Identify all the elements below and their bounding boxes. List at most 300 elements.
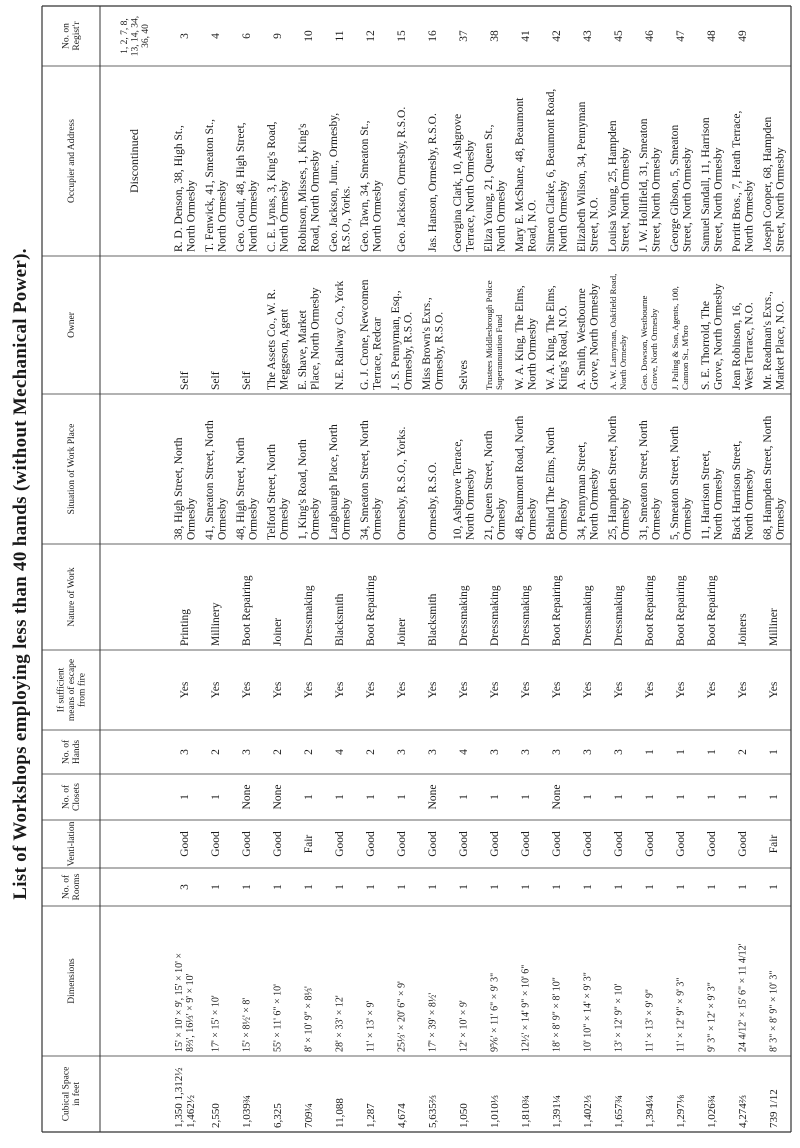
row-15-owner (608, 274, 628, 390)
row-17-cubic (675, 1094, 687, 1128)
row-20-sit-line: 68, Hampden Street, North (761, 415, 774, 540)
row-1-owner (179, 371, 191, 390)
row-20-sit-line: Ormesby (774, 497, 787, 540)
row-11-owner-line: Superannuation Fund (493, 314, 504, 390)
row-15-owner-line: North Ormesby (617, 335, 628, 390)
row-10-nature-line: Dressmaking (458, 585, 471, 646)
row-3-owner-line: Self (241, 371, 254, 390)
row-11-owner (484, 280, 504, 390)
row-17-rooms (675, 884, 687, 890)
row-19-no (737, 30, 749, 42)
row-20-owner-line: Mr. Readman's Exrs., (761, 291, 774, 390)
row-9-hands-line: 3 (427, 749, 440, 755)
row-15-cubic-line: 1,657¾ (612, 1095, 625, 1128)
row-19-owner (731, 302, 756, 390)
row-13-hands-line: 3 (551, 749, 564, 755)
row-9-closets-line: None (427, 784, 440, 810)
row-2-sit-line: 41, Smeaton Street, North (203, 420, 216, 540)
row-19-occ (731, 110, 756, 252)
row-12-escape-line: Yes (520, 681, 533, 699)
row-19-sit-line: North Ormesby (743, 468, 756, 540)
header-escape (55, 659, 87, 721)
row-19-owner-line: Jean Robinson, 16, (730, 302, 743, 390)
header-owner (67, 311, 77, 338)
row-16-cubic (644, 1095, 656, 1128)
row-20-closets (768, 794, 780, 800)
row-12-cubic-line: 1,810¾ (519, 1095, 532, 1128)
row-5-closets-line: 1 (303, 794, 316, 800)
row-14-cubic (582, 1095, 594, 1128)
row-14-rooms (582, 884, 594, 890)
row-1-sit-line: 38, High Street, North (172, 437, 185, 540)
row-15-sit (607, 416, 632, 540)
row-20-sit (762, 416, 787, 540)
row-13-no-line: 42 (551, 30, 564, 42)
row-15-no (613, 30, 625, 42)
row-19-nature-line: Joiners (737, 613, 750, 646)
row-17-hands-line: 1 (675, 749, 688, 755)
row-20-closets-line: 1 (768, 794, 781, 800)
row-19-rooms (737, 884, 749, 890)
row-14-occ-line: Street, N.O. (588, 197, 601, 252)
row-13-owner-line: W. A. King, The Elms, (544, 285, 557, 390)
row-6-closets (334, 794, 346, 800)
row-7-sit (359, 420, 384, 540)
row-6-occ (328, 113, 353, 252)
row-18-escape (706, 681, 718, 698)
row-7-occ-line: Geo. Tawn, 34, Smeaton St., (358, 120, 371, 252)
row-18-no (706, 30, 718, 42)
row-11-vent (489, 831, 501, 857)
row-2-nature (210, 602, 222, 646)
row-3-dims-line: 15' × 8½' × 8' (241, 997, 253, 1052)
row-19-vent-line: Good (737, 831, 750, 857)
header-cubic (62, 1067, 82, 1122)
row-16-owner-line: Geo. Dowson, Westbourne (639, 295, 650, 390)
table-svg (40, 0, 800, 1148)
row-16-hands-line: 1 (644, 749, 657, 755)
row-2-cubic (210, 1103, 222, 1128)
row-9-rooms-line: 1 (427, 884, 440, 890)
row-15-sit-line: Ormesby (619, 497, 632, 540)
row-4-rooms-line: 1 (272, 884, 285, 890)
row-5-no (303, 30, 315, 42)
row-13-sit (545, 427, 570, 540)
row-2-occ-line: North Ormesby (216, 180, 229, 252)
row-10-rooms-line: 1 (458, 884, 471, 890)
header-no-line: Regist'r (72, 21, 83, 51)
row-17-closets (675, 794, 687, 800)
row-7-escape (365, 681, 377, 698)
header-rooms (61, 873, 82, 900)
row-20-owner (762, 291, 787, 390)
row-18-escape-line: Yes (706, 681, 719, 699)
row-11-hands-line: 3 (489, 749, 502, 755)
row-4-sit (266, 444, 291, 540)
row-9-dims-line: 17' × 39' × 8½' (427, 992, 439, 1052)
row-7-sit-line: 34, Smeaton Street, North (358, 420, 371, 540)
row-10-no-line: 37 (458, 30, 471, 42)
row-2-vent-line: Good (210, 831, 223, 857)
row-8-vent (396, 831, 408, 857)
row-18-nature-line: Boot Repairing (706, 575, 719, 646)
row-9-owner-line: Miss Brown's Exrs., (420, 297, 433, 390)
row-14-owner-line: A. Smith, Westbourne (575, 288, 588, 390)
header-dims-line: Dimensions (66, 958, 77, 1004)
row-6-vent (334, 831, 346, 857)
row-1-vent-line: Good (179, 831, 192, 857)
row-3-closets-line: None (241, 784, 254, 810)
row-6-owner (334, 280, 346, 390)
row-7-sit-line: Ormesby (371, 497, 384, 540)
row-5-hands (303, 749, 315, 755)
row-13-hands (551, 749, 563, 755)
row-5-nature-line: Dressmaking (303, 585, 316, 646)
row-7-dims-line: 11' × 13' × 9' (365, 1000, 377, 1052)
header-vent-line: Venti-lation (66, 821, 77, 867)
row-13-no (551, 30, 563, 42)
row-18-rooms-line: 1 (706, 884, 719, 890)
row-9-occ (427, 113, 439, 252)
row-5-sit (297, 439, 322, 540)
row-4-rooms (272, 884, 284, 890)
row-11-dims (490, 973, 501, 1052)
row-15-occ-line: Street, North Ormesby (619, 147, 632, 252)
header-closets-line: No. of (61, 784, 72, 810)
row-3-no (241, 33, 253, 39)
row-1-vent (179, 831, 191, 857)
row-5-owner-line: E. Shave, Market (296, 310, 309, 390)
row-1-cubic-line: 1,462½ (184, 1095, 197, 1128)
row-17-nature-line: Boot Repairing (675, 575, 688, 646)
row-16-no-line: 46 (644, 30, 657, 42)
row-5-occ (297, 123, 322, 252)
row-15-no-line: 45 (613, 30, 626, 42)
row-18-nature (706, 575, 718, 646)
row-17-owner-line: Cannon St., M'bro (679, 325, 690, 390)
row-5-closets (303, 794, 315, 800)
row-17-escape-line: Yes (675, 681, 688, 699)
row-2-hands-line: 2 (210, 749, 223, 755)
row-20-dims (769, 971, 780, 1052)
row-4-occ-line: North Ormesby (278, 180, 291, 252)
row-7-owner (359, 279, 384, 390)
row-8-rooms (396, 884, 408, 890)
row-17-dims-line: 11' × 12' 9" × 9' 3" (675, 977, 687, 1052)
row-8-occ (396, 107, 408, 252)
row-15-vent-line: Good (613, 831, 626, 857)
row-20-rooms (768, 884, 780, 890)
row-20-nature (768, 608, 780, 646)
row-12-sit-line: 48, Beaumont Road, North (513, 415, 526, 540)
row-8-closets (396, 794, 408, 800)
row-14-owner-line: Grove, North Ormesby (588, 283, 601, 390)
row-3-nature (241, 575, 253, 646)
row-9-vent-line: Good (427, 831, 440, 857)
row-14-sit-line: 34, Pennyman Street, (575, 441, 588, 540)
row-18-occ-line: Street, North Ormesby (712, 147, 725, 252)
row-4-owner-line: Meggeson, Agent (278, 308, 291, 390)
row-20-nature-line: Milliner (768, 608, 781, 646)
row-16-owner (639, 295, 659, 390)
row-8-escape (396, 681, 408, 698)
row-16-cubic-line: 1,394¼ (643, 1095, 656, 1128)
row-20-vent-line: Fair (768, 834, 781, 854)
row-13-owner-line: King's Road, N.O. (557, 305, 570, 390)
row-3-owner (241, 371, 253, 390)
row-7-owner-line: Terrace, Redcar (371, 317, 384, 390)
row-3-cubic-line: 1,039¾ (240, 1095, 253, 1128)
row-9-rooms (427, 884, 439, 890)
row-3-hands (241, 749, 253, 755)
row-4-no (272, 33, 284, 39)
header-dims (67, 958, 77, 1004)
row-10-vent-line: Good (458, 831, 471, 857)
row-13-owner (545, 285, 570, 390)
row-10-hands (458, 749, 470, 755)
row-2-sit (204, 420, 229, 540)
row-2-owner (210, 371, 222, 390)
row-3-occ-line: North Ormesby (247, 180, 260, 252)
row-12-closets-line: 1 (520, 794, 533, 800)
row-16-closets (644, 794, 656, 800)
row-6-vent-line: Good (334, 831, 347, 857)
row-16-escape (644, 681, 656, 698)
row-17-occ-line: George Gibson, 5, Smeaton (668, 124, 681, 252)
row-11-occ-line: Eliza Young, 21, Queen St., (482, 124, 495, 252)
row-12-sit (514, 416, 539, 540)
row-8-sit (396, 427, 408, 540)
row-2-occ-line: T. Fenwick, 41, Smeaton St., (203, 119, 216, 252)
row-17-occ-line: Street, North Ormesby (681, 147, 694, 252)
row-18-sit-line: 11, Harrison Street, (699, 450, 712, 540)
row-15-sit-line: 25, Hampden Street, North (606, 415, 619, 540)
row-4-vent (272, 831, 284, 857)
row-13-rooms-line: 1 (551, 884, 564, 890)
row-14-dims (583, 972, 594, 1052)
row-16-vent (644, 831, 656, 857)
row-14-occ-line: Elizabeth Wilson, 34, Pennyman (575, 101, 588, 252)
row-3-closets (241, 785, 253, 810)
row-6-nature-line: Blacksmith (334, 593, 347, 646)
header-escape-line: If sufficient (56, 667, 67, 713)
row-13-escape-line: Yes (551, 681, 564, 699)
row-4-occ-line: C. E. Lynas, 3, King's Road, (265, 121, 278, 252)
row-14-hands (582, 749, 594, 755)
row-8-dims (397, 981, 408, 1052)
row-5-nature (303, 585, 315, 646)
row-17-sit (669, 426, 694, 540)
row-5-vent-line: Fair (303, 834, 316, 854)
row-8-nature (396, 618, 408, 646)
row-20-vent (768, 835, 780, 854)
row-14-sit-line: North Ormesby (588, 468, 601, 540)
row-13-occ-line: North Ormesby (557, 180, 570, 252)
row-17-vent-line: Good (675, 831, 688, 857)
row-12-owner-line: North Ormesby (526, 318, 539, 390)
row-5-rooms-line: 1 (303, 884, 316, 890)
row-6-escape (334, 681, 346, 698)
row-7-cubic (365, 1103, 377, 1128)
row-14-nature-line: Dressmaking (582, 585, 595, 646)
row-12-occ (514, 97, 539, 252)
row-14-dims-line: 10' 10" × 14' × 9' 3" (582, 972, 594, 1052)
row-6-cubic (334, 1098, 346, 1128)
row-7-hands-line: 2 (365, 749, 378, 755)
row-14-owner (576, 283, 601, 390)
row-19-occ-line: Porritt Bros., 7, Heath Terrace, (730, 110, 743, 252)
row-6-hands (334, 749, 346, 755)
row-16-no (644, 30, 656, 42)
row-8-closets-line: 1 (396, 794, 409, 800)
row-6-occ-line: Geo. Jackson, Junr., Ormesby, (327, 112, 340, 252)
row-1-closets-line: 1 (179, 794, 192, 800)
row-1-sit-line: Ormesby (185, 497, 198, 540)
row-11-cubic (489, 1095, 501, 1128)
row-19-sit (731, 441, 756, 540)
row-11-nature-line: Dressmaking (489, 585, 502, 646)
row-8-no-line: 15 (396, 30, 409, 42)
row-14-nature (582, 585, 594, 646)
row-7-nature (365, 575, 377, 646)
row-1-dims-line: 15' × 10' × 9', 15' × 10' × (174, 952, 185, 1052)
row-18-owner (700, 283, 725, 390)
row-7-no (365, 30, 377, 42)
row-12-closets (520, 794, 532, 800)
row-0-no (120, 16, 151, 56)
row-9-occ-line: Jas. Hanson, Ormesby, R.S.O. (427, 113, 440, 252)
row-5-escape (303, 681, 315, 698)
row-2-occ (204, 119, 229, 252)
row-4-escape (272, 681, 284, 698)
row-1-escape (179, 681, 191, 698)
row-11-escape (489, 681, 501, 698)
row-4-nature-line: Joiner (272, 617, 285, 646)
row-4-no-line: 9 (272, 33, 285, 39)
header-cubic-line: in feet (72, 1081, 83, 1107)
header-no (62, 21, 82, 51)
row-10-cubic-line: 1,050 (457, 1103, 470, 1128)
row-18-sit (700, 450, 725, 540)
row-4-sit-line: Ormesby (278, 497, 291, 540)
row-1-closets (179, 794, 191, 800)
row-18-cubic-line: 1,026¾ (705, 1095, 718, 1128)
row-5-hands-line: 2 (303, 749, 316, 755)
header-sit-line: Situation of Work Place (66, 423, 77, 515)
header-closets (61, 783, 82, 811)
row-1-occ (173, 125, 198, 252)
row-7-hands (365, 749, 377, 755)
row-12-dims-line: 12½' × 14' 9" × 10' 6" (520, 964, 532, 1052)
row-10-occ-line: Terrace, North Ormesby (464, 140, 477, 252)
header-hands (61, 739, 82, 764)
page-title (6, 0, 36, 1148)
header-hands-line: No. of (61, 739, 72, 765)
row-14-sit (576, 442, 601, 540)
row-11-closets (489, 794, 501, 800)
header-escape-line: from fire (77, 672, 88, 708)
row-12-occ-line: Road, N.O. (526, 199, 539, 252)
row-13-occ (545, 89, 570, 252)
header-occ (67, 119, 77, 203)
row-6-dims-line: 28' × 33' × 12' (334, 995, 346, 1052)
row-6-sit-line: Ormesby (340, 497, 353, 540)
row-8-sit-line: Ormesby, R.S.O., Yorks. (396, 426, 409, 540)
row-6-sit-line: Langbaurgh Place, North (327, 424, 340, 540)
row-6-owner-line: N.E. Railway Co., York (334, 280, 347, 390)
row-16-nature (644, 575, 656, 646)
row-18-sit-line: North Ormesby (712, 468, 725, 540)
row-15-escape-line: Yes (613, 681, 626, 699)
row-17-vent (675, 831, 687, 857)
row-18-closets (706, 794, 718, 800)
row-5-cubic (303, 1103, 315, 1128)
row-2-nature-line: Millinery (210, 602, 223, 646)
row-4-closets (272, 785, 284, 810)
row-15-closets (613, 794, 625, 800)
row-17-hands (675, 749, 687, 755)
row-18-occ (700, 117, 725, 252)
row-6-rooms-line: 1 (334, 884, 347, 890)
row-10-rooms (458, 884, 470, 890)
row-11-closets-line: 1 (489, 794, 502, 800)
row-16-occ-line: J. W. Hollifield, 31, Smeaton (637, 118, 650, 252)
row-6-rooms (334, 884, 346, 890)
row-1-cubic (173, 1068, 197, 1129)
row-16-nature-line: Boot Repairing (644, 575, 657, 646)
header-sit (66, 424, 77, 515)
row-10-closets-line: 1 (458, 794, 471, 800)
row-5-sit-line: Ormesby (309, 497, 322, 540)
row-12-escape (520, 681, 532, 698)
row-5-owner (297, 287, 322, 390)
header-owner-line: Owner (66, 312, 77, 338)
row-2-rooms (210, 884, 222, 890)
row-17-no-line: 47 (675, 30, 688, 42)
row-4-nature (272, 618, 284, 646)
row-15-dims-line: 13' × 12' 9" × 10' (613, 983, 625, 1052)
row-16-escape-line: Yes (644, 681, 657, 699)
row-3-sit (235, 437, 260, 540)
row-14-no-line: 43 (582, 30, 595, 42)
row-6-cubic-line: 11,088 (333, 1098, 346, 1128)
row-4-hands-line: 2 (272, 749, 285, 755)
row-10-occ (452, 114, 477, 252)
row-20-cubic-line: 739 1/12 (767, 1089, 780, 1128)
row-10-sit-line: 10, Ashgrove Terrace, (451, 438, 464, 540)
row-19-closets (737, 794, 749, 800)
row-0-occ (127, 129, 141, 193)
row-13-sit-line: Ormesby (557, 497, 570, 540)
row-11-hands (489, 749, 501, 755)
row-19-no-line: 49 (737, 30, 750, 42)
row-8-cubic (396, 1103, 408, 1128)
row-14-vent-line: Good (582, 831, 595, 857)
row-6-occ-line: R.S.O., Yorks. (340, 185, 353, 252)
row-20-hands (768, 749, 780, 755)
row-13-rooms (551, 884, 563, 890)
row-10-cubic (458, 1103, 470, 1128)
row-11-rooms-line: 1 (489, 884, 502, 890)
row-12-no (520, 30, 532, 42)
row-16-dims (645, 989, 656, 1052)
row-1-hands-line: 3 (179, 749, 192, 755)
row-0-no-line: 1, 2, 7, 8, (119, 18, 130, 54)
row-11-owner-line: Trustees Middlesbrough Police (484, 280, 495, 390)
row-10-escape (458, 681, 470, 698)
row-18-dims-line: 9' 3" × 12' × 9' 3" (706, 982, 718, 1052)
row-15-hands (613, 749, 625, 755)
